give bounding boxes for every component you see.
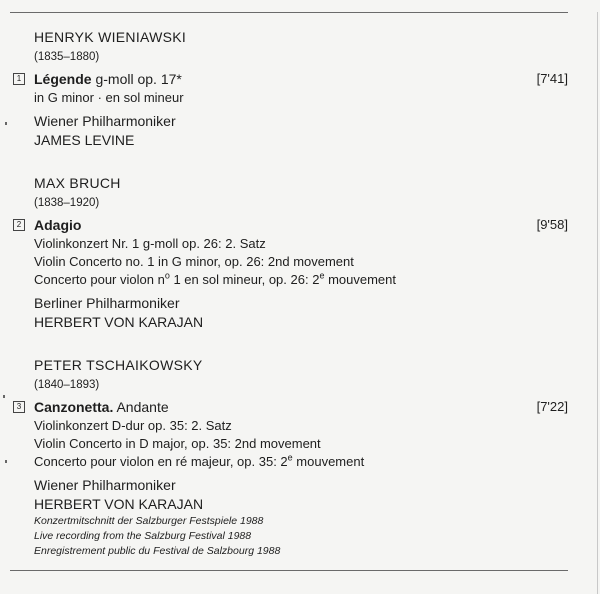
recording-note: Konzertmitschnitt der Salzburger Festspiele 1988 [34, 515, 264, 527]
track-title-key: g-moll op. 17* [91, 71, 182, 87]
track-title [34, 217, 81, 233]
track-duration: [7'22] [536, 399, 568, 414]
orchestra: Wiener Philharmoniker [34, 477, 176, 493]
track-title [34, 71, 182, 87]
work-detail: Concerto pour violon $n^o$ 1 en sol mineur, op. 26: 2e mouvement [34, 270, 396, 287]
composer-name: MAX BRUCH [34, 175, 121, 191]
track-title-main: Légende [34, 71, 92, 87]
track-row[interactable] [16, 215, 570, 235]
track-row[interactable] [16, 397, 570, 417]
composer-dates: (1840–1893) [34, 379, 100, 391]
track-title-key: Andante [113, 399, 169, 415]
recording-note: Enregistrement public du Festival de Salzbourg 1988 [34, 545, 281, 557]
scan-speck [5, 122, 7, 125]
track-number-box: 2 [13, 219, 25, 231]
work-detail: Concerto pour violon en ré majeur, op. 35: 2e mouvement [34, 452, 365, 469]
track-row[interactable] [16, 69, 570, 89]
piece-tschaikowsky [16, 356, 570, 559]
piece-bruch [16, 174, 570, 332]
work-detail: Violin Concerto no. 1 in G minor, op. 26: 2nd movement [34, 254, 354, 269]
track-number-box: 3 [13, 401, 25, 413]
work-detail: Violin Concerto in D major, op. 35: 2nd movement [34, 436, 321, 451]
piece-wieniawski [16, 28, 570, 150]
track-duration: [7'41] [536, 71, 568, 86]
composer-dates: (1835–1880) [34, 51, 100, 63]
top-rule [10, 12, 568, 13]
bottom-rule [10, 570, 568, 571]
track-number-box: 1 [13, 73, 25, 85]
composer-name: PETER TSCHAIKOWSKY [34, 357, 203, 373]
scan-speck [3, 395, 5, 398]
work-detail: Violinkonzert Nr. 1 g-moll op. 26: 2. Satz [34, 236, 266, 251]
orchestra: Wiener Philharmoniker [34, 113, 176, 129]
track-title-main: Adagio [34, 217, 82, 233]
conductor: HERBERT VON KARAJAN [34, 496, 204, 512]
track-title-main: Canzonetta. [34, 399, 114, 415]
work-detail: Violinkonzert D-dur op. 35: 2. Satz [34, 418, 232, 433]
orchestra: Berliner Philharmoniker [34, 295, 180, 311]
conductor: JAMES LEVINE [34, 132, 135, 148]
recording-note: Live recording from the Salzburg Festival 1988 [34, 530, 252, 542]
page-edge-line [597, 12, 598, 594]
track-duration: [9'58] [536, 217, 568, 232]
conductor: HERBERT VON KARAJAN [34, 314, 204, 330]
scan-speck [5, 460, 7, 463]
track-title [34, 399, 169, 415]
composer-dates: (1838–1920) [34, 197, 100, 209]
work-detail: in G minor · en sol mineur [34, 90, 184, 105]
composer-name: HENRYK WIENIAWSKI [34, 29, 187, 45]
